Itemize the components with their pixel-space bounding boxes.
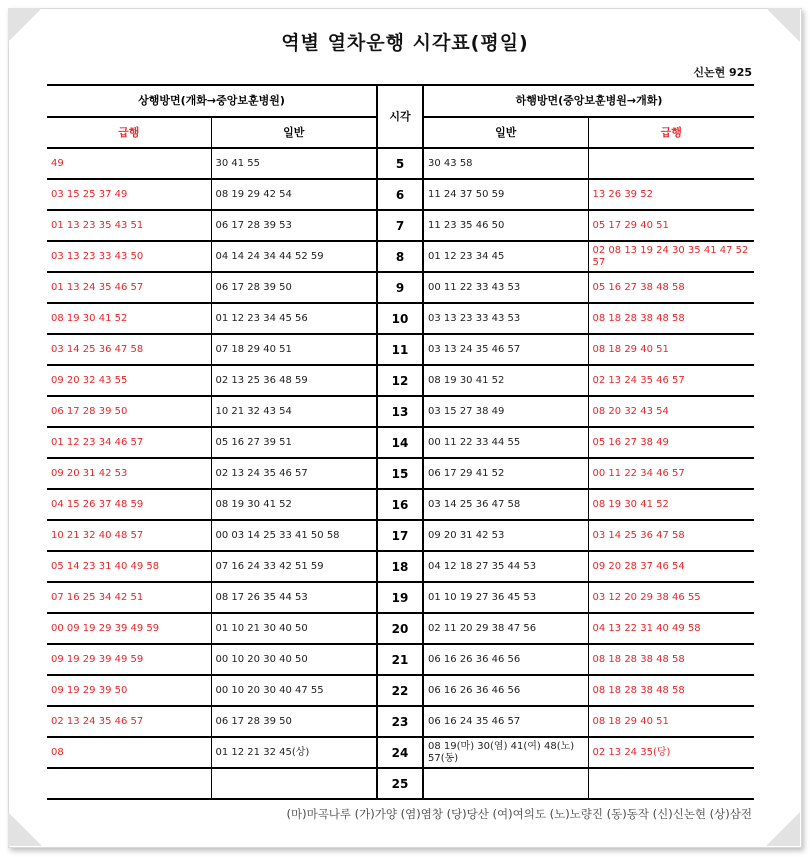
down-regular-header: 일반: [423, 117, 588, 148]
station-label: 신논현 925: [693, 66, 752, 79]
up-regular-times: 07 16 24 33 42 51 59: [211, 551, 377, 582]
down-express-times: 03 12 20 29 38 46 55: [588, 582, 754, 613]
down-regular-times: 03 13 24 35 46 57: [423, 334, 588, 365]
up-express-times: 10 21 32 40 48 57: [47, 520, 211, 551]
table-row: [47, 520, 754, 551]
up-regular-times: 08 17 26 35 44 53: [211, 582, 377, 613]
timetable-body: [47, 148, 754, 799]
table-row: [47, 241, 754, 272]
up-regular-times: 01 10 21 30 40 50: [211, 613, 377, 644]
down-regular-times: 03 15 27 38 49: [423, 396, 588, 427]
hour-cell: 12: [377, 365, 423, 396]
up-express-times: 09 19 29 39 49 59: [47, 644, 211, 675]
down-express-times: 08 18 29 40 51: [588, 334, 754, 365]
hour-cell: 9: [377, 272, 423, 303]
down-regular-times: 03 13 23 33 43 53: [423, 303, 588, 334]
table-row: [47, 675, 754, 706]
up-regular-times: [211, 768, 377, 799]
timetable: [47, 84, 754, 800]
down-express-times: 05 16 27 38 49: [588, 427, 754, 458]
hour-cell: 20: [377, 613, 423, 644]
up-express-times: 07 16 25 34 42 51: [47, 582, 211, 613]
up-regular-times: 00 10 20 30 40 50: [211, 644, 377, 675]
down-regular-times: 04 12 18 27 35 44 53: [423, 551, 588, 582]
down-regular-times: 30 43 58: [423, 148, 588, 179]
up-express-times: 04 15 26 37 48 59: [47, 489, 211, 520]
down-regular-times: 06 16 24 35 46 57: [423, 706, 588, 737]
up-express-times: 03 13 23 33 43 50: [47, 241, 211, 272]
up-regular-times: 06 17 28 39 50: [211, 272, 377, 303]
up-express-times: 09 20 32 43 55: [47, 365, 211, 396]
page-title: 역별 열차운행 시각표(평일): [281, 32, 529, 54]
hour-cell: 19: [377, 582, 423, 613]
up-express-header: 급행: [47, 117, 211, 148]
up-regular-times: 02 13 24 35 46 57: [211, 458, 377, 489]
down-express-times: 03 14 25 36 47 58: [588, 520, 754, 551]
table-row: [47, 303, 754, 334]
up-regular-times: 01 12 21 32 45(상): [211, 737, 377, 768]
down-regular-times: 02 11 20 29 38 47 56: [423, 613, 588, 644]
down-express-times: 05 16 27 38 48 58: [588, 272, 754, 303]
up-regular-times: 00 03 14 25 33 41 50 58: [211, 520, 377, 551]
hour-header: 시각: [377, 85, 423, 148]
down-regular-times: 03 14 25 36 47 58: [423, 489, 588, 520]
down-regular-times: 06 16 26 36 46 56: [423, 675, 588, 706]
table-row: [47, 768, 754, 799]
up-express-times: 03 14 25 36 47 58: [47, 334, 211, 365]
down-regular-times: 08 19 30 41 52: [423, 365, 588, 396]
down-direction-header: 하행방면(중앙보훈병원→개화): [423, 85, 754, 117]
down-regular-times: 01 10 19 27 36 45 53: [423, 582, 588, 613]
up-express-times: 01 13 23 35 43 51: [47, 210, 211, 241]
table-row: [47, 613, 754, 644]
hour-cell: 25: [377, 768, 423, 799]
hour-cell: 10: [377, 303, 423, 334]
down-regular-times: 08 19(마) 30(염) 41(여) 48(노) 57(동): [423, 737, 588, 768]
down-express-times: 08 18 28 38 48 58: [588, 675, 754, 706]
up-express-times: 03 15 25 37 49: [47, 179, 211, 210]
table-row: [47, 148, 754, 179]
down-express-times: 08 18 29 40 51: [588, 706, 754, 737]
down-express-times: 02 08 13 19 24 30 35 41 47 52 57: [588, 241, 754, 272]
down-express-header: 급행: [588, 117, 754, 148]
table-row: [47, 706, 754, 737]
down-express-times: [588, 148, 754, 179]
up-express-times: 01 13 24 35 46 57: [47, 272, 211, 303]
up-regular-times: 06 17 28 39 53: [211, 210, 377, 241]
down-regular-times: 11 24 37 50 59: [423, 179, 588, 210]
up-regular-times: 00 10 20 30 40 47 55: [211, 675, 377, 706]
up-regular-times: 30 41 55: [211, 148, 377, 179]
down-regular-times: 00 11 22 33 44 55: [423, 427, 588, 458]
up-regular-times: 04 14 24 34 44 52 59: [211, 241, 377, 272]
up-express-times: 01 12 23 34 46 57: [47, 427, 211, 458]
up-express-times: 08 19 30 41 52: [47, 303, 211, 334]
up-regular-times: 05 16 27 39 51: [211, 427, 377, 458]
up-regular-times: 08 19 30 41 52: [211, 489, 377, 520]
down-express-times: 04 13 22 31 40 49 58: [588, 613, 754, 644]
down-express-times: 13 26 39 52: [588, 179, 754, 210]
hour-cell: 22: [377, 675, 423, 706]
up-regular-times: 07 18 29 40 51: [211, 334, 377, 365]
down-regular-times: 00 11 22 33 43 53: [423, 272, 588, 303]
table-row: [47, 334, 754, 365]
table-row: [47, 272, 754, 303]
hour-cell: 13: [377, 396, 423, 427]
down-regular-times: 06 16 26 36 46 56: [423, 644, 588, 675]
hour-cell: 15: [377, 458, 423, 489]
down-express-times: 08 19 30 41 52: [588, 489, 754, 520]
up-express-times: 05 14 23 31 40 49 58: [47, 551, 211, 582]
up-regular-times: 08 19 29 42 54: [211, 179, 377, 210]
up-express-times: 09 19 29 39 50: [47, 675, 211, 706]
down-express-times: 02 13 24 35(당): [588, 737, 754, 768]
down-regular-times: 09 20 31 42 53: [423, 520, 588, 551]
hour-cell: 11: [377, 334, 423, 365]
down-express-times: 08 18 28 38 48 58: [588, 303, 754, 334]
up-express-times: [47, 768, 211, 799]
table-row: [47, 427, 754, 458]
up-regular-header: 일반: [211, 117, 377, 148]
hour-cell: 24: [377, 737, 423, 768]
hour-cell: 14: [377, 427, 423, 458]
hour-cell: 23: [377, 706, 423, 737]
station-legend: (마)마곡나루 (가)가양 (염)염창 (당)당산 (여)여의도 (노)노량진 (동)동작 (신)신논현 (상)삼전: [286, 807, 752, 821]
down-express-times: 08 20 32 43 54: [588, 396, 754, 427]
up-direction-header: 상행방면(개화→중앙보훈병원): [47, 85, 377, 117]
down-express-times: 05 17 29 40 51: [588, 210, 754, 241]
up-express-times: 49: [47, 148, 211, 179]
table-row: [47, 179, 754, 210]
down-express-times: [588, 768, 754, 799]
up-express-times: 06 17 28 39 50: [47, 396, 211, 427]
up-regular-times: 02 13 25 36 48 59: [211, 365, 377, 396]
down-regular-times: [423, 768, 588, 799]
hour-cell: 21: [377, 644, 423, 675]
hour-cell: 6: [377, 179, 423, 210]
table-row: [47, 582, 754, 613]
up-express-times: 08: [47, 737, 211, 768]
down-regular-times: 06 17 29 41 52: [423, 458, 588, 489]
down-express-times: 08 18 28 38 48 58: [588, 644, 754, 675]
table-row: [47, 210, 754, 241]
up-express-times: 00 09 19 29 39 49 59: [47, 613, 211, 644]
table-row: [47, 458, 754, 489]
hour-cell: 7: [377, 210, 423, 241]
up-regular-times: 06 17 28 39 50: [211, 706, 377, 737]
hour-cell: 16: [377, 489, 423, 520]
hour-cell: 17: [377, 520, 423, 551]
down-regular-times: 11 23 35 46 50: [423, 210, 588, 241]
down-express-times: 02 13 24 35 46 57: [588, 365, 754, 396]
table-row: [47, 489, 754, 520]
up-regular-times: 10 21 32 43 54: [211, 396, 377, 427]
table-row: [47, 365, 754, 396]
hour-cell: 8: [377, 241, 423, 272]
table-row: [47, 644, 754, 675]
up-regular-times: 01 12 23 34 45 56: [211, 303, 377, 334]
down-express-times: 09 20 28 37 46 54: [588, 551, 754, 582]
hour-cell: 5: [377, 148, 423, 179]
hour-cell: 18: [377, 551, 423, 582]
table-row: [47, 737, 754, 768]
corner-decoration: [8, 812, 42, 846]
table-row: [47, 396, 754, 427]
table-row: [47, 551, 754, 582]
down-express-times: 00 11 22 34 46 57: [588, 458, 754, 489]
down-regular-times: 01 12 23 34 45: [423, 241, 588, 272]
up-express-times: 09 20 31 42 53: [47, 458, 211, 489]
up-express-times: 02 13 24 35 46 57: [47, 706, 211, 737]
corner-decoration: [766, 812, 800, 846]
